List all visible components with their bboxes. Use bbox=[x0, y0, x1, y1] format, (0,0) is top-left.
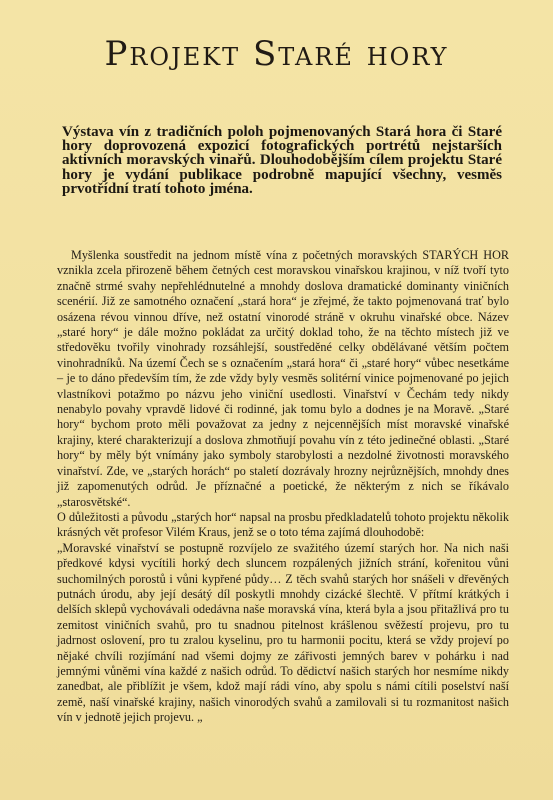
body-text bbox=[57, 248, 509, 726]
quote-paragraph: „Moravské vinařství se postupně rozvíjelo ze svažitého území starých hor. Na nich naši předkové kdysi vycítili horký dech sluncem rozpálených jižních strání, kořenitou vůni suchomilných porostů i vůni kypřené půdy… Z těch svahů starých hor snášeli v dřevěných putnách úrodu, aby její desátý díl poskytli mnohdy cizácké šlechtě. V přítmí krátkých i delších sklepů vychovávali odedávna naše moravská vína, která byla a jsou přitažlivá pro tu zemitost viničních svahů, pro tu snadnou pitelnost krášlenou svěžestí projevu, pro tu jadrnost oslovení, pro tu zralou kyselinu, pro tu harmonii pocitu, která se vždy projeví po nějaké chvíli rozjímání nad všemi dojmy ze zářivosti jemných barev v pohárku i nad jemnými vůněmi vína každé z našich odrůd. To dědictví našich starých hor nesmíme nikdy zanedbat, ale přiblížit je všem, kdož mají rádi víno, aby spolu s námi cítili poselství naší země, naší vinařské krajiny, našich vinorodých svahů a zamilovali si tu rozmanitost našich vín v jednotě jejich projevu. „ bbox=[57, 540, 509, 725]
body-paragraph: O důležitosti a původu „starých hor“ napsal na prosbu předkladatelů tohoto projektu několik krásných vět profesor Vilém Kraus, jenž se o toto téma zajímá dlouhodobě: bbox=[57, 509, 509, 540]
document-title: Projekt Staré hory bbox=[104, 34, 449, 74]
body-paragraph: Myšlenka soustředit na jednom místě vína z početných moravských STARÝCH HOR vznikla zcela přirozeně během četných cest moravskou vinařskou krajinou, v níž tvoří tyto značně strmé svahy nepřehlédnutelné a mnohdy doslova dramatické dominanty viničních scenérií. Již ze samotného označení „stará hora“ je zřejmé, že takto pojmenovaná trať bylo osázena révou vinnou dříve, než ostatní vinorodé stráně v okruhu vinařské obce. Název „staré hory“ je dále možno pokládat za určitý doklad toho, že na těchto místech již ve středověku tvořily vinohrady rozsáhlejší, soustředěné celky obdělávané větším počtem vinohradníků. Na území Čech se s označením „stará hora“ či „staré hory“ vůbec nesetkáme – je to dáno především tím, že zde vždy byly vesměs solitérní vinice pojmenované po jejich vlastníkovi potažmo po názvu jeho viniční usedlosti. Vinařství v Čechám tedy nikdy nenabylo povahy vpravdě lidové či rodinné, jak tomu bylo a dodnes je na Moravě. „Staré hory“ bychom proto měli považovat za jedny z nejcennějších míst moravské vinařské krajiny, které charakterizují a doslova zhmotňují povahu vín z této jedinečné oblasti. „Staré hory“ by měly být vnímány jako symboly starobylosti a nezdolné životnosti moravského vinařství. Zde, ve „starých horách“ po staletí dozrávaly hrozny nejrůznějších, mnohdy dnes již zapomenutých odrůd. Je příznačné a poetické, že některým z nich se říkávalo „starosvětské“. bbox=[57, 248, 509, 509]
lead-paragraph: Výstava vín z tradičních poloh pojmenovaných Stará hora či Staré hory doprovozená expozicí fotografických portrétů nejstarších aktivních moravských vinařů. Dlouhodobějším cílem projektu Staré hory je vydání publikace podrobně mapující všechny, vesměs prvotřídní tratí tohoto jména. bbox=[62, 124, 502, 197]
